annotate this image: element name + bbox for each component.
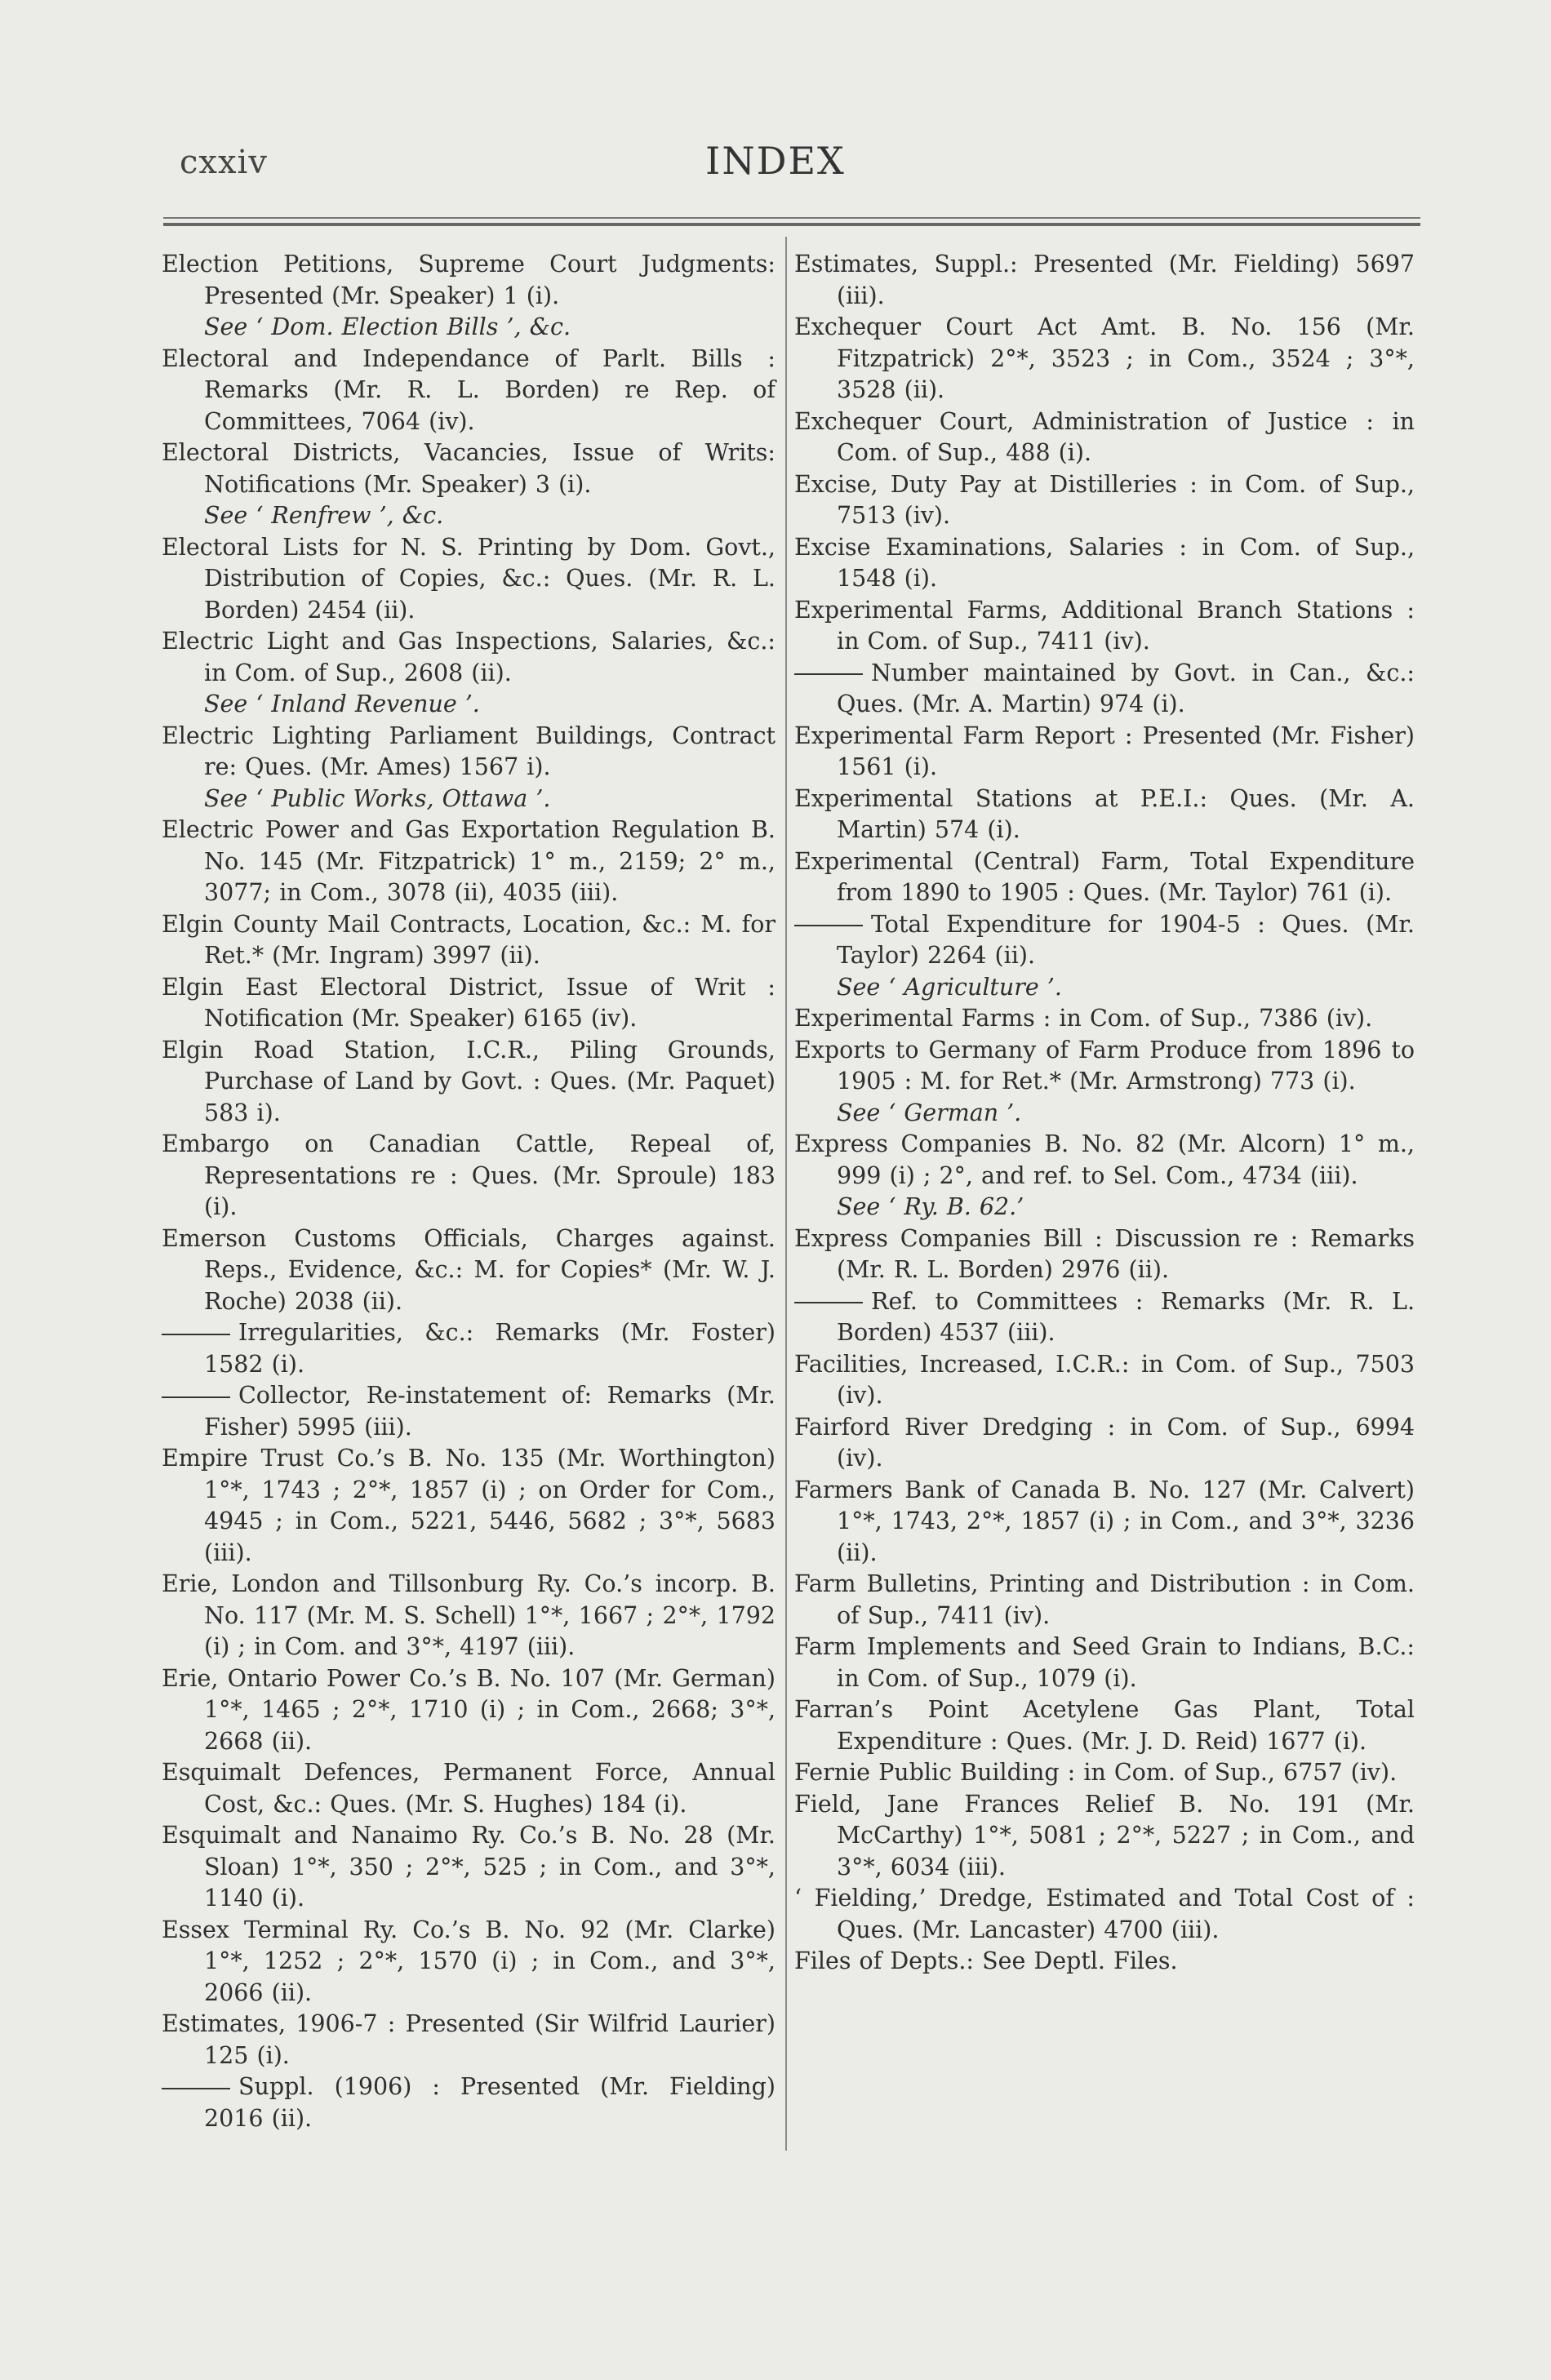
index-entry [794,1789,1415,1884]
entry-text: Esquimalt Defences, Permanent Force, Annual Cost, &c.: Ques. (Mr. S. Hughes) 184 (i). [162,1759,776,1818]
index-entry [794,721,1415,784]
entry-text: Experimental Farms : in Com. of Sup., 7386 (iv). [794,1005,1373,1032]
entry-text: Electric Power and Gas Exportation Regulation B. No. 145 (Mr. Fitzpatrick) 1° m., 2159; 2° m., 3077; in Com., 3078 (ii), 4035 (iii). [162,816,776,906]
index-entry [794,1946,1415,1978]
index-subentry [794,1286,1415,1349]
entry-text: Exports to Germany of Farm Produce from 1896 to 1905 : M. for Ret.* (Mr. Armstrong) 773 (i). [794,1036,1415,1095]
index-entry [162,721,776,784]
subentry-dash [162,2088,230,2089]
entry-text: Facilities, Increased, I.C.R.: in Com. of Sup., 7503 (iv). [794,1350,1415,1409]
index-entry [794,1412,1415,1475]
header-rule-bottom [163,223,1420,226]
entry-text: Suppl. (1906) : Presented (Mr. Fielding) 2016 (ii). [204,2073,776,2132]
subentry-dash [162,1334,230,1335]
entry-text: See ‘ Ry. B. 62.’ [837,1193,1024,1220]
index-entry [162,1820,776,1915]
index-entry [162,1757,776,1820]
entry-text: Empire Trust Co.’s B. No. 135 (Mr. Worthington) 1°*, 1743 ; 2°*, 1857 (i) ; on Order for Com., 4945 ; in Com., 5221, 5446, 5682 ; 3°*, 5683 (iii). [162,1445,776,1566]
index-entry [794,595,1415,658]
subentry-dash [794,1302,863,1303]
entry-text: Express Companies Bill : Discussion re : Remarks (Mr. R. L. Borden) 2976 (ii). [794,1224,1415,1283]
index-entry [794,784,1415,846]
entry-text: Elgin Road Station, I.C.R., Piling Grounds, Purchase of Land by Govt. : Ques. (Mr. Paquet) 583 i). [162,1036,776,1126]
index-entry [794,1757,1415,1789]
subentry-dash [162,1396,230,1398]
index-subentry [794,909,1415,972]
entry-text: Estimates, Suppl.: Presented (Mr. Fielding) 5697 (iii). [794,251,1415,309]
entry-text: Esquimalt and Nanaimo Ry. Co.’s B. No. 28 (Mr. Sloan) 1°*, 350 ; 2°*, 525 ; in Com., and 3°*, 1140 (i). [162,1822,776,1912]
cross-reference [794,1098,1415,1130]
entry-text: ‘ Fielding,’ Dredge, Estimated and Total Cost of : Ques. (Mr. Lancaster) 4700 (iii). [794,1885,1415,1943]
index-entry [794,1694,1415,1757]
entry-text: Collector, Re-instatement of: Remarks (Mr. Fisher) 5995 (iii). [204,1382,776,1441]
entry-text: Experimental Stations at P.E.I.: Ques. (Mr. A. Martin) 574 (i). [794,784,1415,843]
index-entry [794,406,1415,469]
entry-text: Farran’s Point Acetylene Gas Plant, Total Expenditure : Ques. (Mr. J. D. Reid) 1677 (i). [794,1696,1415,1755]
entry-text: Erie, Ontario Power Co.’s B. No. 107 (Mr. German) 1°*, 1465 ; 2°*, 1710 (i) ; in Com., 2668; 3°*, 2668 (ii). [162,1664,776,1755]
index-entry [162,626,776,689]
cross-reference [794,972,1415,1004]
index-entry [162,249,776,312]
index-entry [794,249,1415,312]
index-subentry [162,1317,776,1380]
index-entry [162,1569,776,1663]
page-title: INDEX [705,139,846,183]
entry-text: Elgin East Electoral District, Issue of Writ : Notification (Mr. Speaker) 6165 (iv). [162,973,776,1032]
entry-text: Files of Depts.: See Deptl. Files. [794,1947,1178,1974]
entry-text: Fernie Public Building : in Com. of Sup., 6757 (iv). [794,1759,1398,1786]
index-entry [794,1129,1415,1192]
entry-text: See ‘ Public Works, Ottawa ’. [204,784,551,812]
index-entry [162,1223,776,1318]
column-divider [785,237,787,2151]
index-entry [162,815,776,909]
index-entry [162,1443,776,1569]
entry-text: Experimental (Central) Farm, Total Expenditure from 1890 to 1905 : Ques. (Mr. Taylor) 761 (i). [794,847,1415,906]
entry-text: Electric Lighting Parliament Buildings, Contract re: Ques. (Mr. Ames) 1567 i). [162,722,776,780]
entry-text: Number maintained by Govt. in Can., &c.: Ques. (Mr. A. Martin) 974 (i). [837,659,1415,717]
left-column [162,249,776,2134]
right-column [794,249,1415,1978]
entry-text: Election Petitions, Supreme Court Judgments: Presented (Mr. Speaker) 1 (i). [162,251,776,309]
cross-reference [162,500,776,532]
index-entry [162,1663,776,1758]
entry-text: Erie, London and Tillsonburg Ry. Co.’s incorp. B. No. 117 (Mr. M. S. Schell) 1°*, 1667 ; 2°*, 1792 (i) ; in Com. and 3°*, 4197 (iii). [162,1570,776,1660]
index-entry [162,2009,776,2071]
index-subentry [162,1380,776,1443]
cross-reference [794,1192,1415,1223]
entry-text: Field, Jane Frances Relief B. No. 191 (Mr. McCarthy) 1°*, 5081 ; 2°*, 5227 ; in Com., and 3°*, 6034 (iii). [794,1790,1415,1880]
cross-reference [162,784,776,815]
entry-text: Essex Terminal Ry. Co.’s B. No. 92 (Mr. Clarke) 1°*, 1252 ; 2°*, 1570 (i) ; in Com., and 3°*, 2066 (ii). [162,1916,776,2006]
entry-text: Elgin County Mail Contracts, Location, &c.: M. for Ret.* (Mr. Ingram) 3997 (ii). [162,910,776,969]
index-entry [794,1003,1415,1035]
index-entry [794,1632,1415,1694]
entry-text: See ‘ German ’. [837,1099,1022,1126]
entry-text: Electric Light and Gas Inspections, Salaries, &c.: in Com. of Sup., 2608 (ii). [162,628,776,686]
entry-text: Exchequer Court, Administration of Justice : in Com. of Sup., 488 (i). [794,407,1415,466]
header-rule-top [163,217,1420,219]
index-entry [162,909,776,972]
entry-text: Excise Examinations, Salaries : in Com. of Sup., 1548 (i). [794,533,1415,592]
entry-text: Electoral Lists for N. S. Printing by Dom. Govt., Distribution of Copies, &c.: Ques. (Mr. R. L. Borden) 2454 (ii). [162,533,776,624]
index-entry [162,972,776,1035]
index-entry [794,1223,1415,1286]
index-entry [794,1883,1415,1946]
index-entry [162,1035,776,1130]
cross-reference [162,689,776,721]
index-subentry [162,2071,776,2134]
index-entry [162,1915,776,2009]
index-entry [794,1569,1415,1632]
entry-text: Experimental Farm Report : Presented (Mr. Fisher) 1561 (i). [794,722,1415,780]
entry-text: Ref. to Committees : Remarks (Mr. R. L. Borden) 4537 (iii). [837,1287,1415,1346]
index-entry [162,344,776,438]
entry-text: Farm Bulletins, Printing and Distribution : in Com. of Sup., 7411 (iv). [794,1570,1415,1629]
entry-text: Experimental Farms, Additional Branch Stations : in Com. of Sup., 7411 (iv). [794,596,1415,655]
index-entry [162,1129,776,1223]
index-subentry [794,658,1415,721]
entry-text: Electoral Districts, Vacancies, Issue of Writs: Notifications (Mr. Speaker) 3 (i). [162,439,776,498]
entry-text: Estimates, 1906-7 : Presented (Sir Wilfrid Laurier) 125 (i). [162,2010,776,2069]
index-entry [794,532,1415,595]
index-entry [794,312,1415,406]
entry-text: Emerson Customs Officials, Charges against. Reps., Evidence, &c.: M. for Copies* (Mr. W. J. Roche) 2038 (ii). [162,1224,776,1315]
entry-text: Express Companies B. No. 82 (Mr. Alcorn) 1° m., 999 (i) ; 2°, and ref. to Sel. Com., 4734 (iii). [794,1130,1415,1189]
page-number: cxxiv [180,144,268,181]
subentry-dash [794,673,863,675]
index-entry [162,532,776,627]
subentry-dash [794,925,863,926]
cross-reference [162,312,776,344]
index-entry [794,1035,1415,1098]
entry-text: Farm Implements and Seed Grain to Indians, B.C.: in Com. of Sup., 1079 (i). [794,1633,1415,1692]
entry-text: Total Expenditure for 1904-5 : Ques. (Mr. Taylor) 2264 (ii). [837,910,1415,969]
index-entry [794,1349,1415,1412]
entry-text: Excise, Duty Pay at Distilleries : in Com. of Sup., 7513 (iv). [794,470,1415,529]
index-entry [794,846,1415,909]
entry-text: See ‘ Dom. Election Bills ’, &c. [204,313,571,340]
index-entry [794,1475,1415,1570]
index-entry [162,437,776,500]
entry-text: Embargo on Canadian Cattle, Repeal of, Representations re : Ques. (Mr. Sproule) 183 (i). [162,1130,776,1220]
entry-text: Farmers Bank of Canada B. No. 127 (Mr. Calvert) 1°*, 1743, 2°*, 1857 (i) ; in Com., and 3°*, 3236 (ii). [794,1476,1415,1566]
entry-text: Irregularities, &c.: Remarks (Mr. Foster) 1582 (i). [204,1319,776,1378]
index-entry [794,469,1415,532]
entry-text: See ‘ Inland Revenue ’. [204,690,480,717]
entry-text: See ‘ Renfrew ’, &c. [204,502,444,529]
entry-text: Exchequer Court Act Amt. B. No. 156 (Mr. Fitzpatrick) 2°*, 3523 ; in Com., 3524 ; 3°*, 3528 (ii). [794,313,1415,403]
entry-text: Electoral and Independance of Parlt. Bills : Remarks (Mr. R. L. Borden) re Rep. of Committees, 7064 (iv). [162,344,776,435]
entry-text: Fairford River Dredging : in Com. of Sup., 6994 (iv). [794,1413,1415,1472]
entry-text: See ‘ Agriculture ’. [837,973,1062,1001]
